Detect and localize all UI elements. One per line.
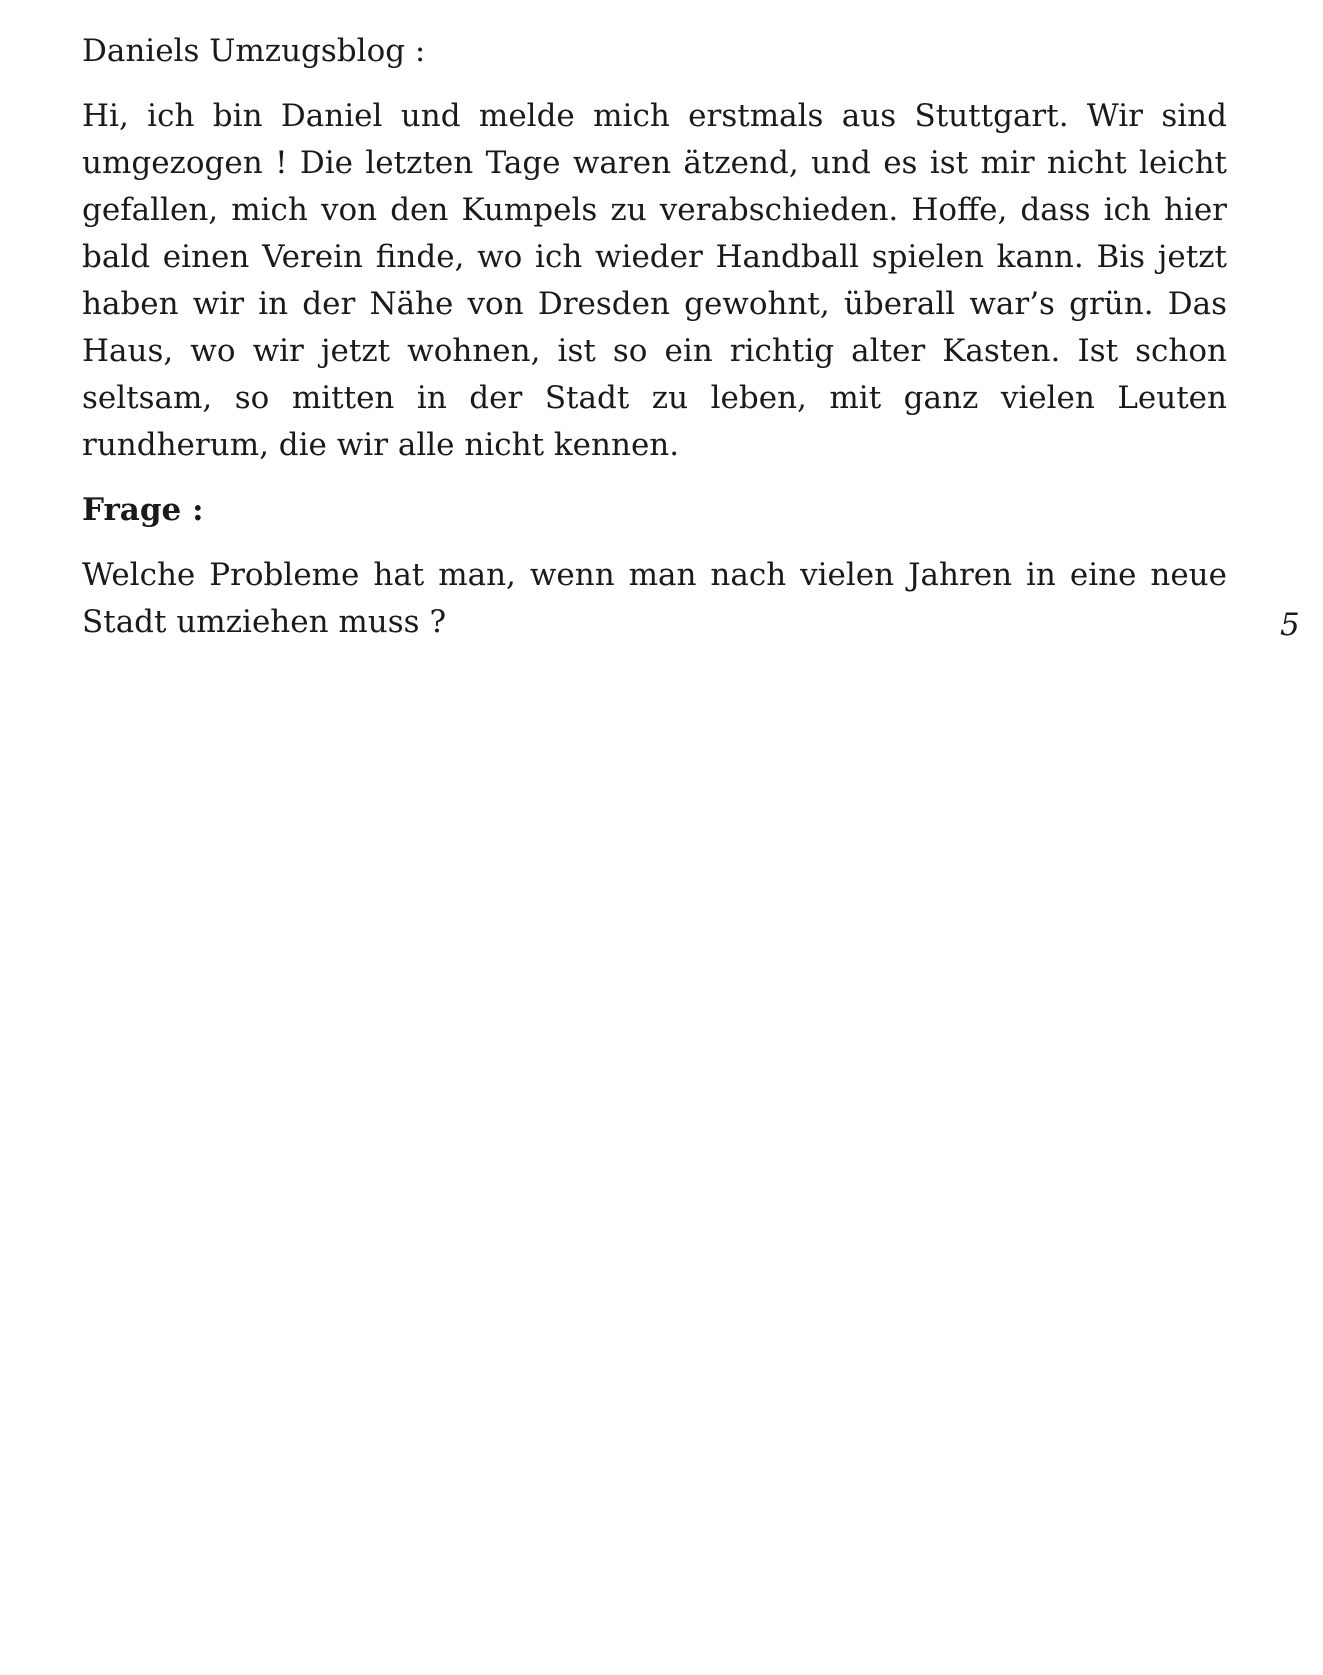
question-heading: Frage : (82, 492, 204, 528)
question-text: Welche Probleme hat man, wenn man nach vielen Jahren in eine neue Stadt umziehen muss ? (82, 557, 1227, 640)
blog-title: Daniels Umzugsblog : (82, 33, 426, 69)
marks-label: 5 (1280, 607, 1300, 643)
document-content (82, 28, 1227, 646)
blog-body: Hi, ich bin Daniel und melde mich erstmals aus Stuttgart. Wir sind umgezogen ! Die letzten Tage waren ätzend, und es ist mir nicht leicht gefallen, mich von den Kumpels zu verabschieden. Hoffe, dass ich hier bald einen Verein finde, wo ich wieder Handball spielen kann. Bis jetzt haben wir in der Nähe von Dresden gewohnt, überall war’s grün. Das Haus, wo wir jetzt wohnen, ist so ein richtig alter Kasten. Ist schon seltsam, so mitten in der Stadt zu leben, mit ganz vielen Leuten rundherum, die wir alle nicht kennen. (82, 98, 1227, 463)
